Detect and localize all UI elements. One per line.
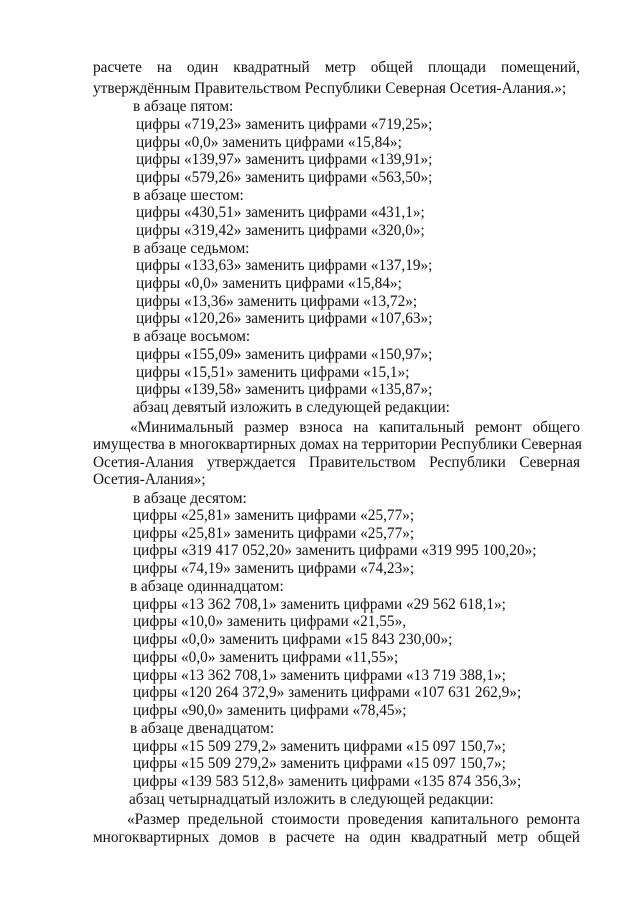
list-item: цифры «120 264 372,9» заменить цифрами «107 631 262,9»; [133,684,522,701]
list-item: цифры «15,51» заменить цифрами «15,1»; [136,364,410,381]
text-line: «Размер предельной стоимости проведения капитального ремонта [127,811,580,828]
section-heading: в абзаце седьмом: [133,240,250,257]
section-heading: в абзаце двенадцатом: [130,720,275,737]
text-line: многоквартирных домов в расчете на один квадратный метр общей [93,829,580,846]
section-heading: абзац четырнадцатый изложить в следующей редакции: [129,791,494,808]
list-item: цифры «13 362 708,1» заменить цифрами «13 719 388,1»; [133,667,506,684]
section-heading: в абзаце шестом: [133,187,244,204]
list-item: цифры «319 417 052,20» заменить цифрами «319 995 100,20»; [133,542,537,559]
section-heading: в абзаце одиннадцатом: [130,578,284,595]
list-item: цифры «0,0» заменить цифрами «15,84»; [136,134,402,151]
list-item: цифры «10,0» заменить цифрами «21,55», [133,613,407,630]
text-line: Осетия-Алания»; [93,471,206,488]
list-item: цифры «13 362 708,1» заменить цифрами «29 562 618,1»; [133,596,506,613]
text-line: «Минимальный размер взноса на капитальный ремонт общего [130,419,580,436]
list-item: цифры «25,81» заменить цифрами «25,77»; [133,507,415,524]
list-item: цифры «0,0» заменить цифрами «11,55»; [133,649,399,666]
text-line: имущества в многоквартирных домах на территории Республики Северная [93,436,582,453]
list-item: цифры «120,26» заменить цифрами «107,63»; [136,310,433,327]
list-item: цифры «139 583 512,8» заменить цифрами «135 874 356,3»; [133,773,522,790]
section-heading: в абзаце пятом: [133,98,234,115]
list-item: цифры «133,63» заменить цифрами «137,19»; [136,257,433,274]
list-item: цифры «155,09» заменить цифрами «150,97»; [136,346,433,363]
section-heading: в абзаце восьмом: [133,328,251,345]
text-line: расчете на один квадратный метр общей площади помещений, [93,59,580,76]
list-item: цифры «15 509 279,2» заменить цифрами «15 097 150,7»; [133,755,506,772]
list-item: цифры «15 509 279,2» заменить цифрами «15 097 150,7»; [133,738,506,755]
list-item: цифры «74,19» заменить цифрами «74,23»; [133,560,415,577]
text-line: Осетия-Алания утверждается Правительством Республики Северная [93,454,580,471]
section-heading: абзац девятый изложить в следующей редакции: [133,399,450,416]
list-item: цифры «0,0» заменить цифрами «15,84»; [136,275,402,292]
list-item: цифры «90,0» заменить цифрами «78,45»; [133,702,407,719]
list-item: цифры «319,42» заменить цифрами «320,0»; [136,222,425,239]
list-item: цифры «0,0» заменить цифрами «15 843 230,00»; [133,631,453,648]
list-item: цифры «579,26» заменить цифрами «563,50»; [136,169,433,186]
list-item: цифры «139,97» заменить цифрами «139,91»; [136,151,433,168]
text-line: утверждённым Правительством Республики Северная Осетия-Алания.»; [93,80,567,97]
list-item: цифры «719,23» заменить цифрами «719,25»; [136,116,433,133]
list-item: цифры «139,58» заменить цифрами «135,87»; [136,381,433,398]
list-item: цифры «13,36» заменить цифрами «13,72»; [136,293,418,310]
list-item: цифры «25,81» заменить цифрами «25,77»; [133,525,415,542]
list-item: цифры «430,51» заменить цифрами «431,1»; [136,204,425,221]
section-heading: в абзаце десятом: [133,490,247,507]
